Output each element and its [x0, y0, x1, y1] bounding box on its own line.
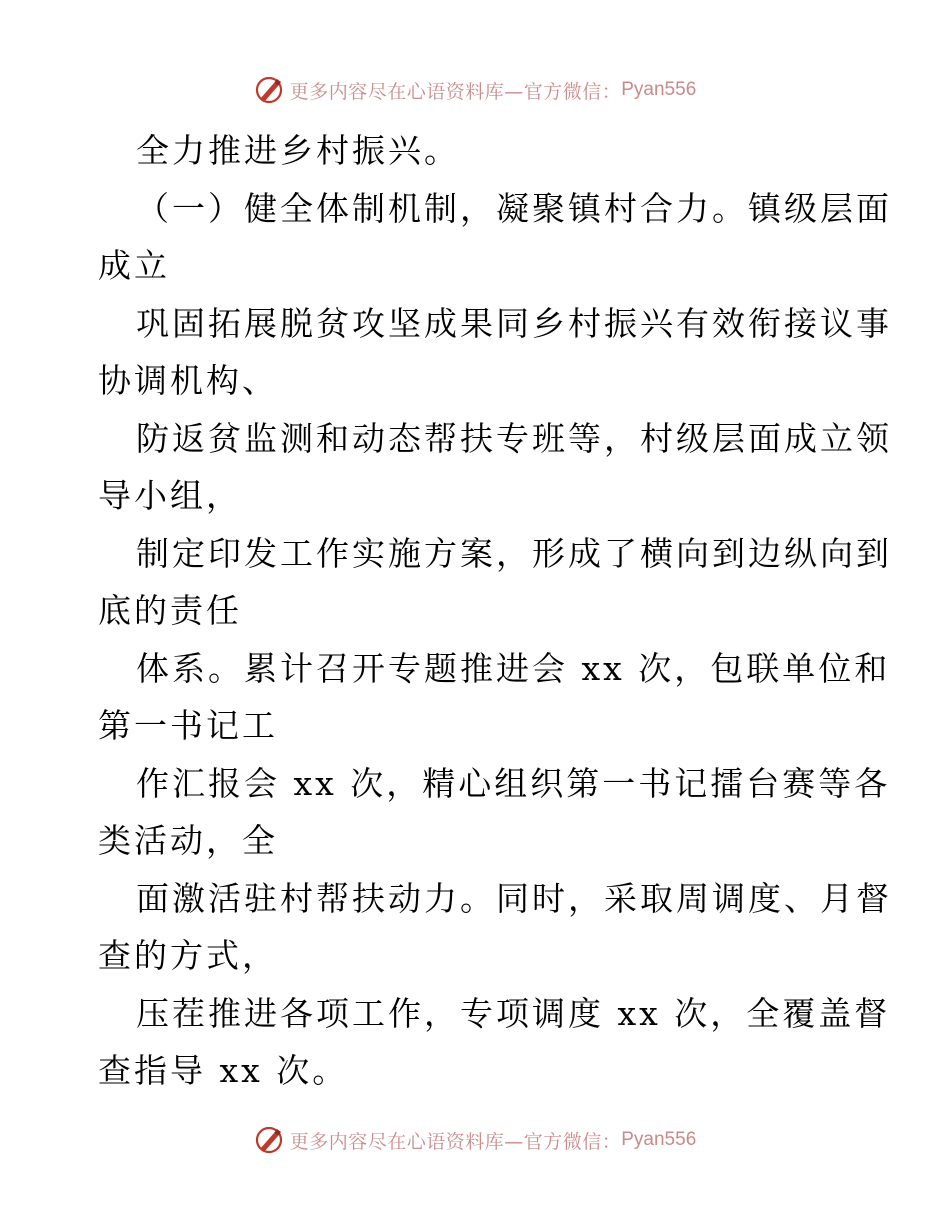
body-text-line: 协调机构、 — [98, 361, 278, 400]
body-text-line: 第一书记工 — [98, 706, 278, 745]
body-text-line: 巩固拓展脱贫攻坚成果同乡村振兴有效衔接议事 — [136, 303, 892, 343]
body-text-line: 制定印发工作实施方案，形成了横向到边纵向到 — [136, 533, 892, 573]
body-text-line: 查的方式， — [98, 936, 278, 975]
watermark-wechat-id: Pyan556 — [621, 79, 697, 100]
watermark-text: 更多内容尽在心语资料库—官方微信： — [289, 80, 622, 103]
body-text-line: 全力推进乡村振兴。 — [136, 131, 460, 170]
body-text-line: 作汇报会 xx 次，精心组织第一书记擂台赛等各 — [136, 763, 891, 803]
footer-watermark — [0, 1123, 950, 1157]
body-text-line: 防返贫监测和动态帮扶专班等，村级层面成立领 — [136, 418, 892, 458]
body-text-line: （一）健全体制机制，凝聚镇村合力。镇级层面 — [136, 188, 892, 228]
watermark-wechat-id: Pyan556 — [621, 1129, 697, 1150]
header-watermark — [0, 73, 950, 107]
body-text-line: 导小组， — [98, 476, 242, 515]
body-text-line: 类活动，全 — [98, 821, 278, 860]
body-text-line: 面激活驻村帮扶动力。同时，采取周调度、月督 — [136, 878, 892, 918]
body-text-line: 查指导 xx 次。 — [98, 1051, 349, 1090]
document-body — [98, 122, 892, 1100]
pen-logo-icon — [254, 1125, 284, 1155]
body-text-line: 压茬推进各项工作，专项调度 xx 次，全覆盖督 — [136, 993, 891, 1033]
body-text-line: 体系。累计召开专题推进会 xx 次，包联单位和 — [136, 648, 891, 688]
watermark-text: 更多内容尽在心语资料库—官方微信： — [289, 1130, 622, 1153]
pen-logo-icon — [254, 75, 284, 105]
body-text-line: 成立 — [98, 246, 170, 285]
body-text-line: 底的责任 — [98, 591, 242, 630]
